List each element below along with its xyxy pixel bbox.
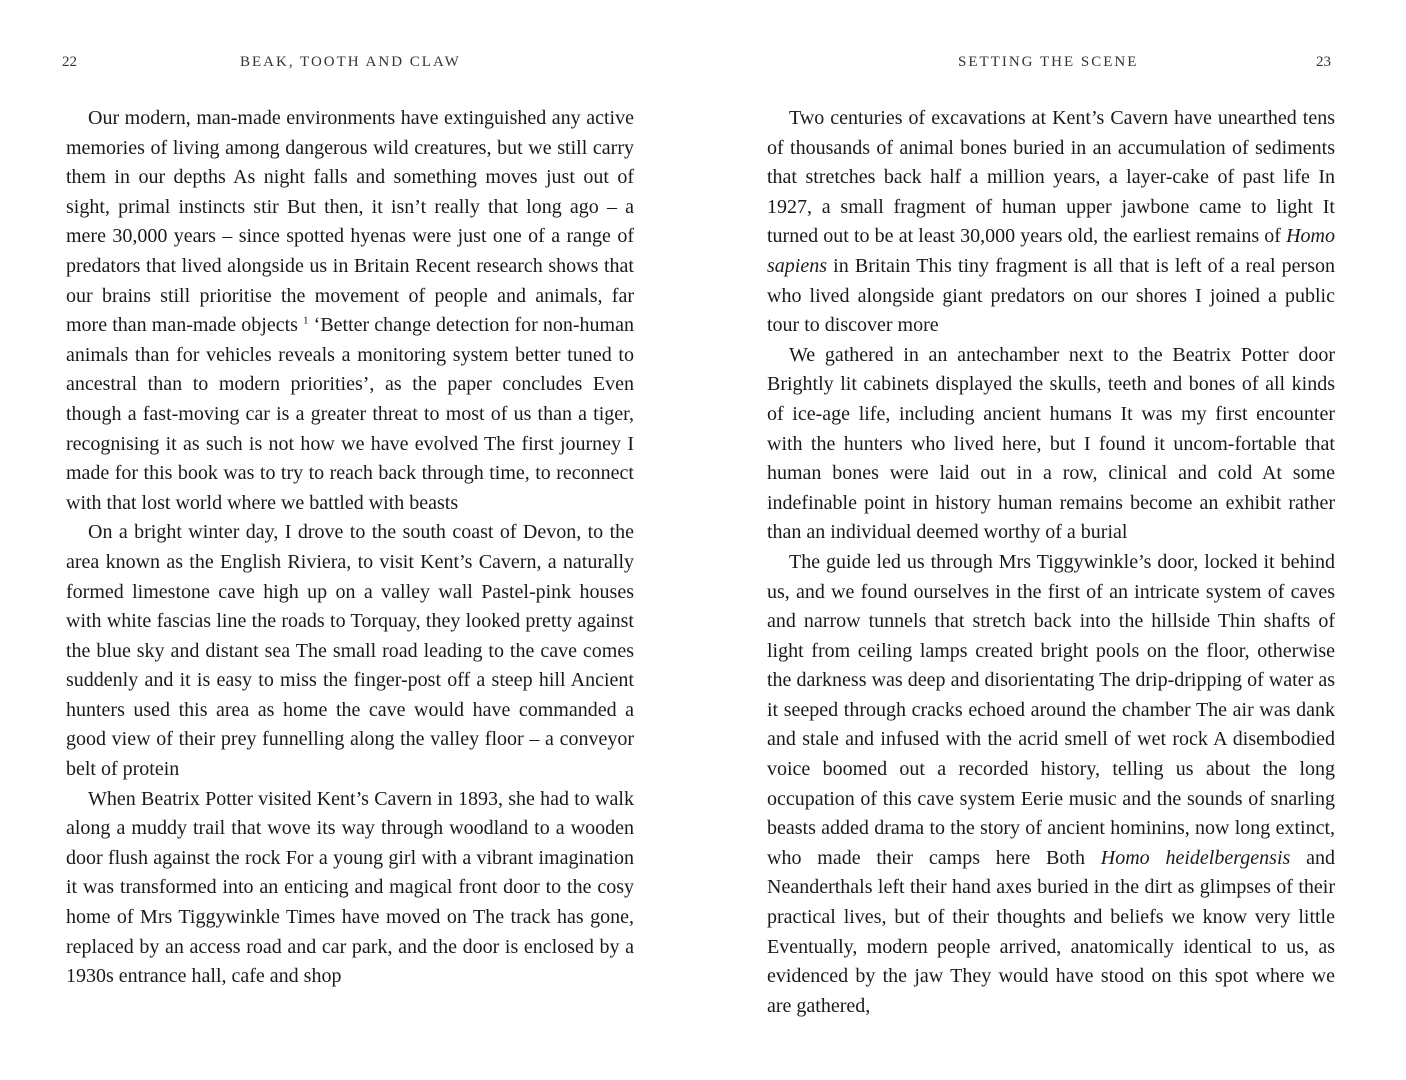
running-head: BEAK, TOOTH AND CLAW [240, 54, 461, 70]
right-page [703, 0, 1406, 1080]
paragraph-text: and Neanderthals left their hand axes buried in the dirt as glimpses of their practical lives, but of their thoughts and beliefs we know very little Eventually, modern people arrived, anatomically identical to us, as evidenced by the jaw They would have stood on this spot where we are gathered, [767, 846, 1335, 1017]
paragraph [66, 104, 634, 518]
footnote-marker: 1 [303, 314, 309, 327]
paragraph-text: in Britain This tiny fragment is all that is left of a real person who lived alongside giant predators on our shores I joined a public tour to discover more [767, 254, 1335, 337]
paragraph-text: ‘Better change detection for non-human animals than for vehicles reveals a monitoring system better tuned to ancestral than to modern priorities’, as the paper concludes Even though a fast-moving car is a greater threat to most of us than a tiger, recognising it as such is not how we have evolved The first journey I made for this book was to try to reach back through time, to reconnect with that lost world where we battled with beasts [66, 314, 634, 514]
paragraph-text: Two centuries of excavations at Kent’s Cavern have unearthed tens of thousands of animal bones buried in an accumulation of sediments that stretches back half a million years, a layer-cake of past life In 1927, a small fragment of human upper jawbone came to light It turned out to be at least 30,000 years old, the earliest remains of [767, 107, 1335, 248]
paragraph-text: When Beatrix Potter visited Kent’s Cavern in 1893, she had to walk along a muddy trail that wove its way through woodland to a wooden door flush against the rock For a young girl with a vibrant imagination it was transformed into an enticing and magical front door to the cosy home of Mrs Tiggywinkle Times have moved on The track has gone, replaced by an access road and car park, and the door is enclosed by a 1930s entrance hall, cafe and shop [66, 787, 634, 988]
species-name: Homo sapiens [767, 225, 1335, 277]
body-text [66, 104, 634, 992]
paragraph [66, 518, 634, 784]
running-head: SETTING THE SCENE [958, 54, 1139, 70]
paragraph [767, 104, 1335, 341]
species-name: Homo heidelbergensis [1100, 846, 1291, 869]
paragraph-text: Our modern, man-made environments have extinguished any active memories of living among dangerous wild creatures, but we still carry them in our depths As night falls and something moves just out of sight, primal instincts stir But then, it isn’t really that long ago – a mere 30,000 years – since spotted hyenas were just one of a range of predators that lived alongside us in Britain Recent research shows that our brains still prioritise the movement of people and animals, far more than man-made objects [66, 107, 634, 337]
body-text [767, 104, 1335, 1021]
paragraph [767, 548, 1335, 1022]
page-number: 23 [1316, 54, 1331, 70]
paragraph [66, 785, 634, 992]
paragraph-text: We gathered in an antechamber next to the Beatrix Potter door Brightly lit cabinets displayed the skulls, teeth and bones of all kinds of ice-age life, including ancient humans It was my first encounter with the hunters who lived here, but I found it uncom-fortable that human bones were laid out in a row, clinical and cold At some indefinable point in history human remains become an exhibit rather than an individual deemed worthy of a burial [767, 343, 1335, 544]
paragraph [767, 341, 1335, 548]
paragraph-text: The guide led us through Mrs Tiggywinkle’s door, locked it behind us, and we found ourselves in the first of an intricate system of caves and narrow tunnels that stretch back into the hillside Thin shafts of light from ceiling lamps created bright pools on the floor, otherwise the darkness was deep and disorientating The drip-dripping of water as it seeped through cracks echoed around the chamber The air was dank and stale and infused with the acrid smell of wet rock A disembodied voice boomed out a recorded history, telling us about the long occupation of this cave system Eerie music and the sounds of snarling beasts added drama to the story of ancient hominins, now long extinct, who made their camps here Both [767, 550, 1335, 869]
paragraph-text: On a bright winter day, I drove to the south coast of Devon, to the area known as the English Riviera, to visit Kent’s Cavern, a naturally formed limestone cave high up on a valley wall Pastel-pink houses with white fascias line the roads to Torquay, they looked pretty against the blue sky and distant sea The small road leading to the cave comes suddenly and it is easy to miss the finger-post off a steep hill Ancient hunters used this area as home the cave would have commanded a good view of their prey funnelling along the valley floor – a conveyor belt of protein [66, 521, 634, 781]
page-number: 22 [62, 54, 77, 70]
